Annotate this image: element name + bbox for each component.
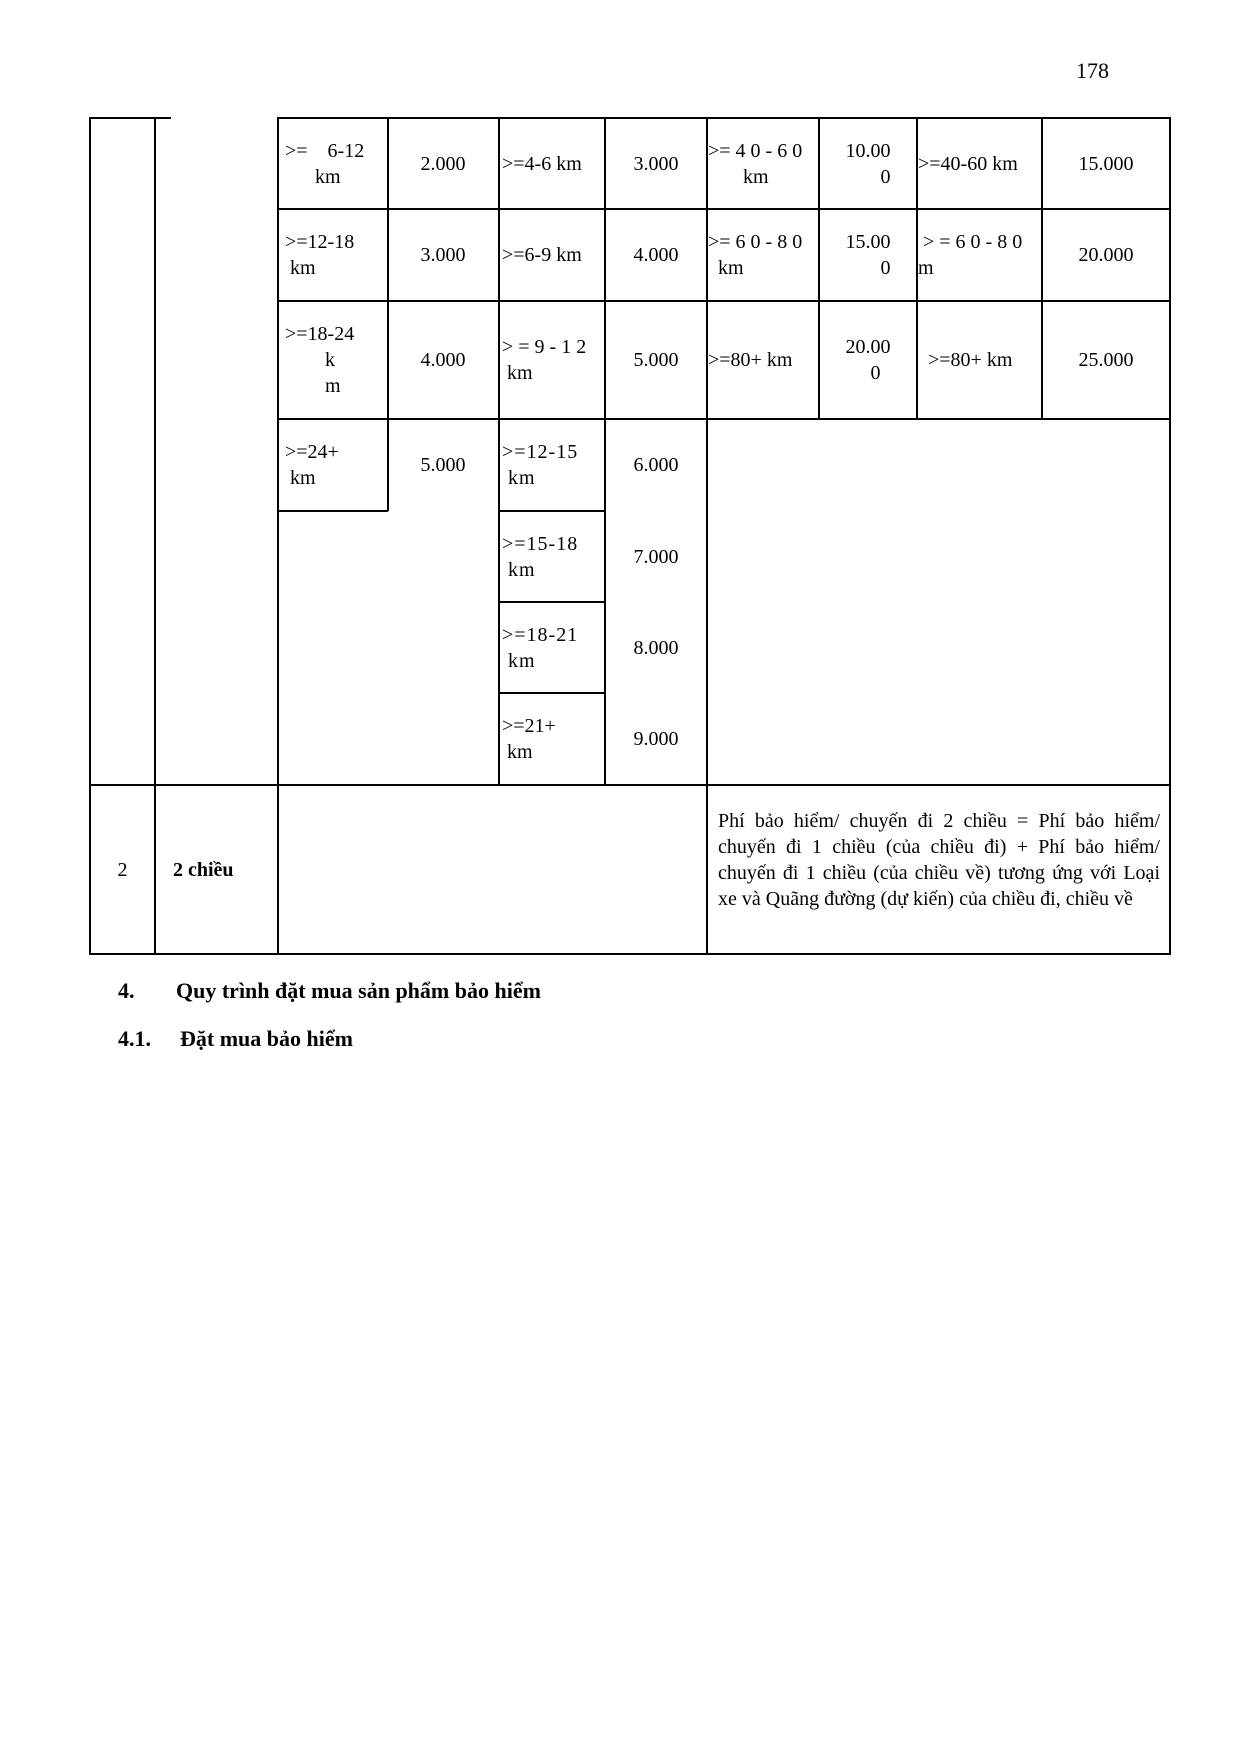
distance-cell: >=18-24 k m: [285, 323, 355, 397]
fee-cell: 8.000: [633, 636, 679, 659]
fee-cell: 2.000: [420, 152, 466, 175]
fee-cell: 15.000: [1078, 152, 1134, 175]
fee-cell: 9.000: [633, 728, 679, 750]
section-number: 4.: [118, 978, 135, 1003]
page-number: 178: [1076, 58, 1109, 83]
subsection-title: Đặt mua bảo hiểm: [180, 1026, 353, 1051]
fee-cell: 5.000: [633, 349, 679, 371]
distance-cell: >=40-60 km: [918, 152, 1018, 175]
distance-cell: >=6-9 km: [502, 244, 582, 266]
fee-cell: 10.00 0: [845, 139, 891, 188]
row-type: 2 chiều: [173, 858, 234, 881]
fee-cell: 7.000: [633, 545, 679, 568]
row-index: 2: [117, 858, 128, 881]
distance-cell: >= 4 0 - 6 0 km: [708, 139, 803, 188]
distance-cell: >=12-15 km: [502, 441, 579, 489]
distance-cell: >= 6 0 - 8 0 km: [708, 231, 803, 279]
distance-cell: >=80+ km: [928, 349, 1013, 371]
distance-cell: >=12-18 km: [285, 231, 355, 279]
distance-cell: >=18-21 km: [502, 623, 579, 672]
fee-cell: 20.000: [1078, 244, 1134, 266]
fee-cell: 4.000: [633, 244, 679, 266]
fee-cell: 25.000: [1078, 349, 1134, 371]
distance-cell: >=21+ km: [502, 715, 556, 763]
distance-cell: >=15-18 km: [502, 532, 579, 581]
section-title: Quy trình đặt mua sản phẩm bảo hiểm: [176, 978, 541, 1003]
fee-cell: 15.00 0: [845, 231, 891, 279]
distance-cell: > = 9 - 1 2 km: [502, 336, 587, 384]
fee-cell: 3.000: [420, 244, 466, 266]
distance-cell: > = 6 0 - 8 0 m: [918, 231, 1023, 279]
distance-cell: >= 6-12 km: [285, 139, 365, 188]
distance-cell: >=4-6 km: [502, 152, 582, 175]
fee-cell: 20.00 0: [845, 336, 891, 384]
subsection-number: 4.1.: [118, 1026, 151, 1051]
distance-cell: >=24+ km: [285, 441, 339, 489]
distance-cell: >=80+ km: [708, 349, 793, 371]
fee-cell: 6.000: [633, 454, 679, 476]
fee-cell: 5.000: [420, 454, 466, 476]
fee-cell: 3.000: [633, 152, 679, 175]
fee-cell: 4.000: [420, 349, 466, 371]
two-way-fee-note: Phí bảo hiểm/ chuyến đi 2 chiều = Phí bảo hiểm/ chuyến đi 1 chiều (của chiều đi) + Phí bảo hiểm/ chuyến đi 1 chiều (của chiều về) tương ứng với Loại xe và Quãng đường (dự kiến) của chiều đi, chiều về: [718, 810, 1160, 910]
